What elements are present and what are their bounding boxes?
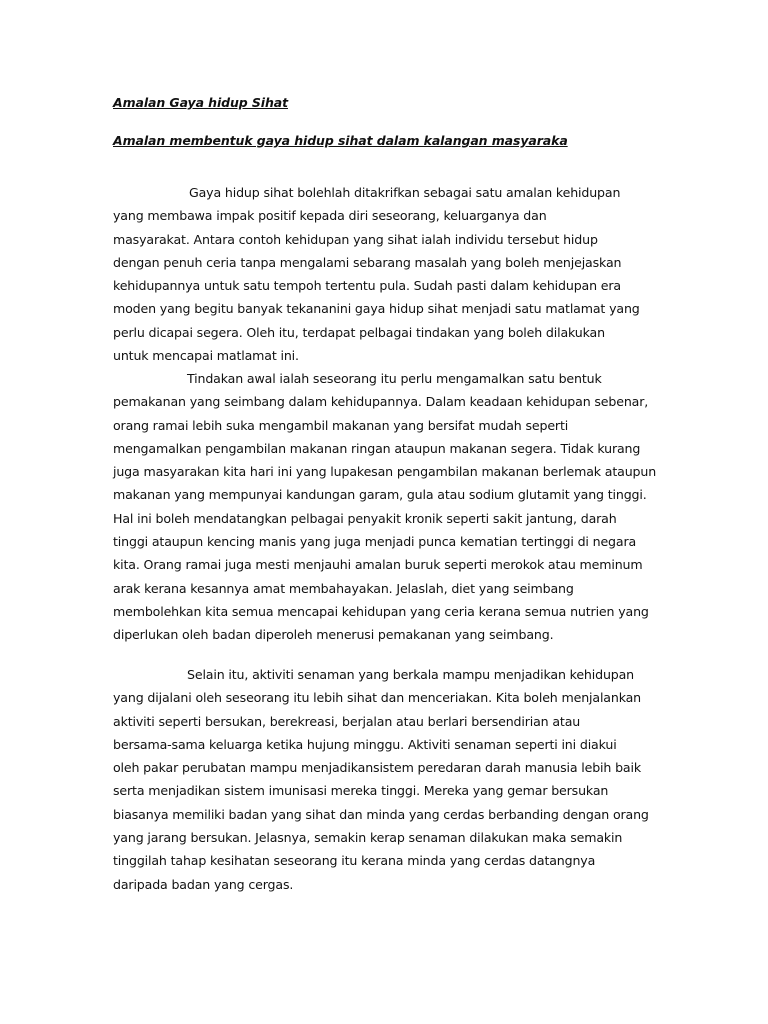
paragraph-1 xyxy=(113,181,673,367)
paragraph-line: moden yang begitu banyak tekananini gaya hidup sihat menjadi satu matlamat yang xyxy=(113,301,640,317)
paragraph-line: yang membawa impak positif kepada diri seseorang, keluarganya dan xyxy=(113,208,547,224)
paragraph-line: yang jarang bersukan. Jelasnya, semakin kerap senaman dilakukan maka semakin xyxy=(113,830,623,846)
paragraph-line: aktiviti seperti bersukan, berekreasi, berjalan atau berlari bersendirian atau xyxy=(113,713,581,729)
paragraph-line: perlu dicapai segera. Oleh itu, terdapat pelbagai tindakan yang boleh dilakukan xyxy=(113,324,605,340)
paragraph-line: dengan penuh ceria tanpa mengalami sebarang masalah yang boleh menjejaskan xyxy=(113,254,622,270)
paragraph-line: orang ramai lebih suka mengambil makanan yang bersifat mudah seperti xyxy=(113,417,569,433)
paragraph-line: tinggi ataupun kencing manis yang juga menjadi punca kematian tertinggi di negara xyxy=(113,534,637,550)
paragraph-line: membolehkan kita semua mencapai kehidupan yang ceria kerana semua nutrien yang xyxy=(113,603,649,619)
paragraph-line: mengamalkan pengambilan makanan ringan ataupun makanan segera. Tidak kurang xyxy=(113,440,641,456)
paragraph-line: Selain itu, aktiviti senaman yang berkala mampu menjadikan kehidupan xyxy=(187,667,635,682)
paragraph-line: biasanya memiliki badan yang sihat dan minda yang cerdas berbanding dengan orang xyxy=(113,806,649,822)
document-subtitle: Amalan membentuk gaya hidup sihat dalam kalangan masyaraka xyxy=(113,133,568,148)
paragraph-line: pemakanan yang seimbang dalam kehidupannya. Dalam keadaan kehidupan sebenar, xyxy=(113,394,649,410)
paragraph-line: daripada badan yang cergas. xyxy=(113,876,294,892)
paragraph-2 xyxy=(113,367,673,647)
paragraph-line: untuk mencapai matlamat ini. xyxy=(113,348,299,364)
paragraph-line: masyarakat. Antara contoh kehidupan yang sihat ialah individu tersebut hidup xyxy=(113,231,598,247)
document-title: Amalan Gaya hidup Sihat xyxy=(113,95,288,110)
paragraph-line: Hal ini boleh mendatangkan pelbagai penyakit kronik seperti sakit jantung, darah xyxy=(113,510,617,526)
paragraph-line: makanan yang mempunyai kandungan garam, gula atau sodium glutamit yang tinggi. xyxy=(113,487,647,503)
paragraph-line: tinggilah tahap kesihatan seseorang itu kerana minda yang cerdas datangnya xyxy=(113,853,596,869)
paragraph-3 xyxy=(113,663,673,896)
paragraph-line: arak kerana kesannya amat membahayakan. Jelaslah, diet yang seimbang xyxy=(113,580,574,596)
paragraph-line: kehidupannya untuk satu tempoh tertentu pula. Sudah pasti dalam kehidupan era xyxy=(113,278,621,294)
paragraph-line: oleh pakar perubatan mampu menjadikansistem peredaran darah manusia lebih baik xyxy=(113,760,641,776)
paragraph-line: diperlukan oleh badan diperoleh menerusi pemakanan yang seimbang. xyxy=(113,627,554,643)
paragraph-line: Gaya hidup sihat bolehlah ditakrifkan sebagai satu amalan kehidupan xyxy=(189,185,621,200)
paragraph-line: Tindakan awal ialah seseorang itu perlu mengamalkan satu bentuk xyxy=(187,371,602,386)
paragraph-line: juga masyarakan kita hari ini yang lupakesan pengambilan makanan berlemak ataupun xyxy=(113,464,657,480)
paragraph-line: serta menjadikan sistem imunisasi mereka tinggi. Mereka yang gemar bersukan xyxy=(113,783,609,799)
paragraph-line: yang dijalani oleh seseorang itu lebih sihat dan menceriakan. Kita boleh menjalankan xyxy=(113,690,642,706)
paragraph-line: kita. Orang ramai juga mesti menjauhi amalan buruk seperti merokok atau meminum xyxy=(113,557,643,573)
paragraph-line: bersama-sama keluarga ketika hujung minggu. Aktiviti senaman seperti ini diakui xyxy=(113,736,617,752)
